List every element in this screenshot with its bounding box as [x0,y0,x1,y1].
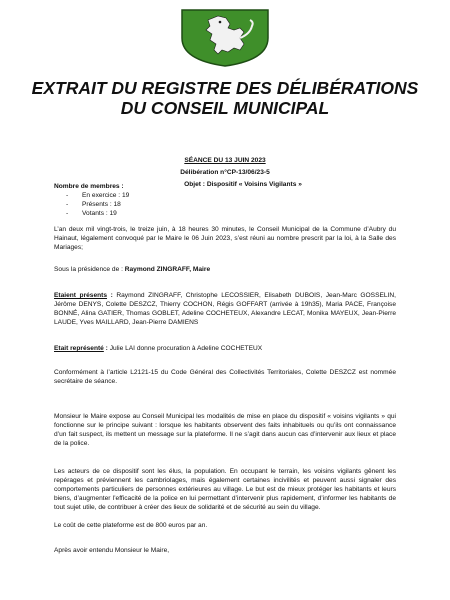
members-block [54,182,129,218]
objet-line: Objet : Dispositif « Voisins Vigilants » [184,181,302,188]
apres-line: Après avoir entendu Monsieur le Maire, [54,547,170,554]
cout-line: Le coût de cette plateforme est de 800 euros par an. [54,522,208,529]
list-item: - En exercice : 19 [66,192,130,199]
list-item: - Votants : 19 [66,210,117,217]
expose-paragraph-1: Monsieur le Maire expose au Conseil Municipal les modalités de mise en place du dispositif « voisins vigilants » qui fonctionne sur le principe suivant : lorsque les habitants observent des faits inhabituels ou qu’ils ont connaissance d’un fait suspect, ils mettent un message sur la plateforme. Il ne s’agit dans aucun cas d’intervenir aux lieux et place de la police. [54,413,396,447]
represente-line: Etait représenté : Julie LAI donne procuration à Adeline COCHETEUX [54,345,263,352]
presidence-line: Sous la présidence de : Raymond ZINGRAFF, Maire [54,266,211,273]
deliberation-number: Délibération n°CP-13/06/23-5 [180,169,270,176]
secretaire-paragraph: Conformément à l’article L2121-15 du Code Général des Collectivités Territoriales, Colette DESZCZ est nommée secrétaire de séance. [54,369,396,385]
members-heading: Nombre de membres : [54,183,124,190]
coat-of-arms-logo [178,8,272,68]
list-item: - Présents : 18 [66,201,121,208]
presents-paragraph: Etaient présents : Raymond ZINGRAFF, Christophe LECOSSIER, Elisabeth DUBOIS, Jean-Marc GOSSELIN, Jérôme DENYS, Colette DESZCZ, Thierry COCHON, Régis GOFFART (arrivée à 19h35), Maria PACE, Françoise BONNÉ, Alina GATIER, Thomas GOBLET, Adeline COCHETEUX, Alexandre LECAT, Monika MAYEUX, Jean-Pierre LAUDE, Yves MAILLARD, Jean-Pierre DAMIENS [54,292,396,326]
members-list [54,191,129,218]
intro-paragraph: L’an deux mil vingt-trois, le treize juin, à 18 heures 30 minutes, le Conseil Municipal de la Commune d’Aubry du Hainaut, légalement convoqué par le Maire le 06 Juin 2023, s’est réuni au nombre prescrit par la loi, à la Salle des Mariages; [54,226,396,251]
expose-paragraph-2: Les acteurs de ce dispositif sont les élus, la population. En occupant le terrain, les voisins vigilants gênent les repérages et préviennent les cambriolages, mais également certaines incivilités et peuvent aussi signaler des comportements particuliers de personnes extérieures au village. Le but est de mieux protéger les habitants et leurs biens, d’augmenter l’efficacité de la police en lui permettant d’intervenir plus rapidement, d’informer les habitants de tout sujet utile, de contribuer à créer des lieux de solidarité et de sécurité au sein du village. [54,468,396,511]
seance-date: SÉANCE DU 13 JUIN 2023 [184,157,266,164]
page-subtitle: DU CONSEIL MUNICIPAL [120,98,330,118]
page-title: EXTRAIT DU REGISTRE DES DÉLIBÉRATIONS [31,78,419,98]
